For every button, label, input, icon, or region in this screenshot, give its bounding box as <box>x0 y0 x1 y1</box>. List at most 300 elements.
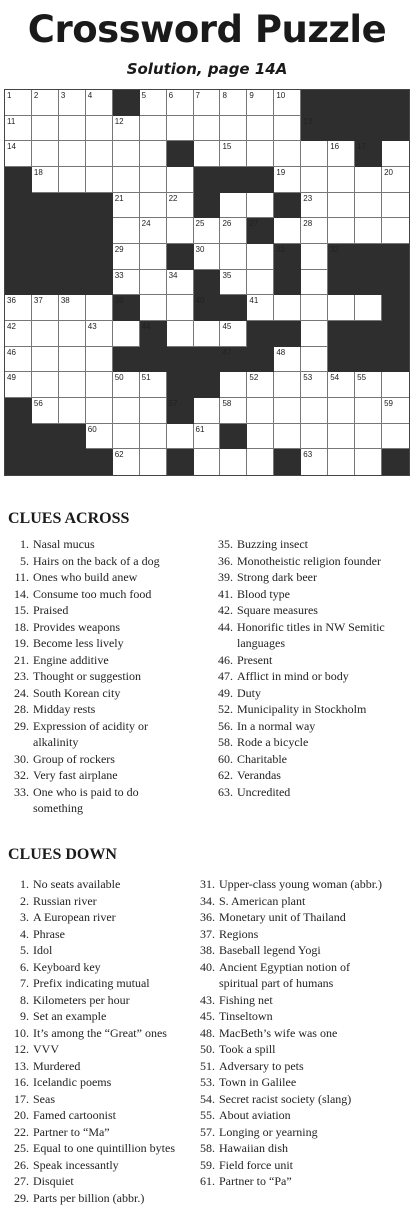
grid-cell-black <box>328 347 355 373</box>
down-clue <box>0 926 214 943</box>
grid-cell[interactable] <box>247 244 274 270</box>
grid-cell[interactable] <box>194 321 221 347</box>
grid-cell-black <box>5 218 32 244</box>
grid-cell[interactable] <box>32 116 59 142</box>
clue-text: Hairs on the back of a dog <box>33 553 160 568</box>
grid-cell[interactable] <box>301 218 328 244</box>
cell-number: 38 <box>60 296 70 306</box>
grid-cell[interactable] <box>5 116 32 142</box>
grid-cell[interactable] <box>140 141 167 167</box>
grid-cell[interactable] <box>274 141 301 167</box>
grid-cell[interactable] <box>328 424 355 450</box>
grid-cell-black <box>167 449 194 475</box>
grid-cell-black <box>86 244 113 270</box>
clue-number: 39. <box>218 570 233 584</box>
grid-cell[interactable] <box>194 449 221 475</box>
clue-text: Parts per billion (abbr.) <box>33 1190 145 1205</box>
grid-cell[interactable] <box>382 218 409 244</box>
down-clue <box>186 1041 414 1058</box>
grid-cell[interactable] <box>355 193 382 219</box>
cell-number: 62 <box>114 450 124 460</box>
grid-cell-black <box>59 449 86 475</box>
grid-cell[interactable] <box>167 270 194 296</box>
cell-number: 1 <box>7 91 12 100</box>
cell-number: 46 <box>7 347 16 357</box>
grid-cell[interactable] <box>140 295 167 321</box>
grid-cell[interactable] <box>382 193 409 219</box>
grid-cell[interactable] <box>32 347 59 373</box>
grid-cell-black <box>355 141 382 167</box>
grid-cell[interactable] <box>247 141 274 167</box>
grid-cell[interactable] <box>59 116 86 142</box>
grid-cell-black <box>247 167 274 193</box>
grid-cell[interactable] <box>167 116 194 142</box>
grid-cell[interactable] <box>59 295 86 321</box>
clue-number: 11. <box>14 570 29 584</box>
across-clue <box>0 536 210 553</box>
grid-cell[interactable] <box>274 424 301 450</box>
grid-cell-black <box>167 244 194 270</box>
grid-cell[interactable] <box>86 295 113 321</box>
clue-number: 38. <box>200 943 215 957</box>
grid-cell[interactable] <box>328 398 355 424</box>
grid-cell[interactable] <box>328 193 355 219</box>
grid-cell[interactable] <box>247 116 274 142</box>
across-clue <box>0 685 210 702</box>
grid-cell[interactable] <box>301 141 328 167</box>
clue-text: Keyboard key <box>33 959 101 974</box>
down-clue <box>186 1091 414 1108</box>
across-clue <box>0 553 210 570</box>
grid-cell-black <box>167 347 194 373</box>
grid-cell[interactable] <box>301 347 328 373</box>
clue-number: 26. <box>14 1157 29 1172</box>
grid-cell[interactable] <box>301 398 328 424</box>
grid-cell[interactable] <box>220 193 247 219</box>
grid-cell[interactable] <box>140 244 167 270</box>
grid-cell[interactable] <box>301 295 328 321</box>
cell-number: 59 <box>384 398 393 408</box>
grid-cell[interactable] <box>113 424 140 450</box>
grid-cell-black <box>382 90 409 116</box>
grid-cell[interactable] <box>194 424 221 450</box>
clue-number: 54. <box>200 1091 215 1106</box>
across-clue <box>0 569 210 586</box>
across-clue <box>0 734 210 751</box>
grid-cell-black <box>355 270 382 296</box>
clue-number: 5. <box>20 553 29 568</box>
cell-number: 56 <box>33 398 43 408</box>
clue-text: languages <box>237 636 285 650</box>
grid-cell[interactable] <box>301 424 328 450</box>
grid-cell[interactable] <box>194 90 221 116</box>
cell-number: 4 <box>87 91 93 100</box>
clue-number: 31. <box>200 877 215 891</box>
down-clue <box>186 909 414 926</box>
grid-cell[interactable] <box>301 321 328 347</box>
cell-number: 8 <box>222 91 227 100</box>
cell-number: 17 <box>357 142 367 152</box>
clue-number: 27. <box>14 1174 29 1188</box>
grid-cell-black <box>194 167 221 193</box>
grid-cell[interactable] <box>247 295 274 321</box>
grid-cell[interactable] <box>328 372 355 398</box>
clue-number: 44. <box>218 619 233 634</box>
clue-text: Partner to “Pa” <box>219 1174 292 1188</box>
across-clue <box>204 586 414 603</box>
down-clue <box>0 992 214 1009</box>
clue-text: Expression of acidity or <box>33 718 148 733</box>
grid-cell[interactable] <box>167 321 194 347</box>
clue-text: In a normal way <box>237 718 316 733</box>
grid-cell[interactable] <box>113 116 140 142</box>
grid-cell[interactable] <box>5 295 32 321</box>
clue-text: MacBeth’s wife was one <box>219 1025 338 1040</box>
grid-cell[interactable] <box>328 295 355 321</box>
clue-text: Partner to “Ma” <box>33 1124 110 1139</box>
grid-cell[interactable] <box>140 270 167 296</box>
grid-cell[interactable] <box>247 90 274 116</box>
grid-cell[interactable] <box>167 193 194 219</box>
grid-cell[interactable] <box>32 398 59 424</box>
grid-cell[interactable] <box>5 372 32 398</box>
grid-cell[interactable] <box>382 424 409 450</box>
cell-number: 13 <box>303 116 313 126</box>
grid-cell-black <box>328 270 355 296</box>
clue-number: 24. <box>14 685 29 700</box>
grid-cell[interactable] <box>355 398 382 424</box>
grid-cell[interactable] <box>274 398 301 424</box>
down-clue <box>186 1008 414 1025</box>
cell-number: 50 <box>114 373 124 383</box>
clue-text: Honorific titles in NW Semitic <box>237 619 385 634</box>
grid-cell[interactable] <box>247 372 274 398</box>
clue-number <box>186 975 219 992</box>
grid-cell[interactable] <box>140 90 167 116</box>
grid-cell[interactable] <box>274 167 301 193</box>
grid-cell[interactable] <box>355 424 382 450</box>
grid-cell-black <box>382 244 409 270</box>
across-clue <box>204 767 414 784</box>
clue-number <box>0 734 33 751</box>
clue-number: 36. <box>200 910 215 924</box>
grid-cell[interactable] <box>247 424 274 450</box>
clue-number: 1. <box>20 877 29 891</box>
clue-text: Icelandic poems <box>33 1075 112 1089</box>
grid-cell[interactable] <box>194 398 221 424</box>
grid-cell[interactable] <box>247 270 274 296</box>
grid-cell[interactable] <box>113 218 140 244</box>
grid-cell[interactable] <box>113 244 140 270</box>
cell-number: 32 <box>330 244 340 254</box>
grid-cell[interactable] <box>194 244 221 270</box>
grid-cell-black <box>355 347 382 373</box>
clue-text: alkalinity <box>33 735 79 749</box>
cell-number: 16 <box>330 142 340 152</box>
grid-cell[interactable] <box>86 347 113 373</box>
cell-number: 33 <box>114 270 124 280</box>
grid-cell[interactable] <box>140 193 167 219</box>
grid-cell[interactable] <box>220 398 247 424</box>
grid-cell[interactable] <box>220 116 247 142</box>
clues-across-heading: CLUES ACROSS <box>8 510 130 527</box>
clue-text: Municipality in Stockholm <box>237 702 367 716</box>
cell-number: 22 <box>168 193 178 203</box>
grid-cell-black <box>355 244 382 270</box>
grid-cell[interactable] <box>382 167 409 193</box>
grid-cell[interactable] <box>274 347 301 373</box>
grid-cell[interactable] <box>5 90 32 116</box>
grid-cell[interactable] <box>247 449 274 475</box>
grid-cell-black <box>328 321 355 347</box>
grid-cell[interactable] <box>32 90 59 116</box>
crossword-grid[interactable] <box>4 89 410 476</box>
grid-cell[interactable] <box>382 398 409 424</box>
down-clue <box>186 975 414 992</box>
grid-cell[interactable] <box>247 193 274 219</box>
grid-cell[interactable] <box>86 424 113 450</box>
clue-number: 12. <box>14 1042 29 1056</box>
grid-cell[interactable] <box>140 372 167 398</box>
grid-cell[interactable] <box>220 270 247 296</box>
grid-cell[interactable] <box>167 90 194 116</box>
grid-cell[interactable] <box>220 321 247 347</box>
clue-text: Buzzing insect <box>237 537 308 551</box>
down-clue <box>0 1173 214 1190</box>
grid-cell[interactable] <box>86 167 113 193</box>
grid-cell[interactable] <box>247 398 274 424</box>
clue-number: 43. <box>200 992 215 1007</box>
grid-cell-black <box>59 193 86 219</box>
clue-text: spiritual part of humans <box>219 976 334 990</box>
grid-cell[interactable] <box>301 193 328 219</box>
clue-number: 45. <box>200 1009 215 1023</box>
grid-cell[interactable] <box>274 218 301 244</box>
grid-cell[interactable] <box>382 141 409 167</box>
clues-across-column-left <box>0 536 210 817</box>
cell-number: 57 <box>168 398 178 408</box>
cell-number: 2 <box>33 91 39 100</box>
across-clue <box>0 668 210 685</box>
across-clue <box>204 668 414 685</box>
down-clue <box>186 893 414 910</box>
grid-cell-black <box>5 193 32 219</box>
clue-number: 59. <box>200 1157 215 1172</box>
grid-cell[interactable] <box>5 347 32 373</box>
grid-cell[interactable] <box>140 167 167 193</box>
cell-number: 3 <box>60 91 66 100</box>
down-clue <box>0 909 214 926</box>
across-clue <box>204 734 414 751</box>
clue-text: Midday rests <box>33 702 96 716</box>
clue-number: 9. <box>20 1009 29 1023</box>
grid-cell[interactable] <box>220 449 247 475</box>
cell-number: 28 <box>303 219 313 229</box>
grid-cell[interactable] <box>301 244 328 270</box>
grid-cell[interactable] <box>355 295 382 321</box>
cell-number: 37 <box>33 296 43 306</box>
clue-number: 6. <box>20 959 29 974</box>
grid-cell[interactable] <box>328 218 355 244</box>
grid-cell-black <box>32 424 59 450</box>
grid-cell[interactable] <box>32 141 59 167</box>
grid-cell[interactable] <box>32 167 59 193</box>
clue-text: One who is paid to do <box>33 784 139 799</box>
grid-cell-black <box>194 372 221 398</box>
grid-cell-black <box>86 449 113 475</box>
grid-cell-black <box>86 218 113 244</box>
grid-cell[interactable] <box>301 270 328 296</box>
clue-number: 33. <box>14 784 29 799</box>
clue-number: 22. <box>14 1124 29 1139</box>
grid-cell[interactable] <box>167 295 194 321</box>
grid-cell-black <box>301 116 328 142</box>
grid-cell-black <box>355 116 382 142</box>
grid-cell[interactable] <box>382 372 409 398</box>
grid-cell[interactable] <box>86 321 113 347</box>
grid-cell-black <box>59 270 86 296</box>
clue-text: Secret racist society (slang) <box>219 1091 352 1106</box>
grid-cell[interactable] <box>140 449 167 475</box>
grid-cell[interactable] <box>328 449 355 475</box>
grid-cell[interactable] <box>274 372 301 398</box>
grid-cell[interactable] <box>59 90 86 116</box>
grid-cell[interactable] <box>32 372 59 398</box>
grid-cell[interactable] <box>113 141 140 167</box>
clue-number: 58. <box>218 735 233 749</box>
grid-cell-black <box>194 270 221 296</box>
cell-number: 25 <box>195 219 205 229</box>
grid-cell[interactable] <box>59 398 86 424</box>
clue-number: 30. <box>14 751 29 766</box>
grid-cell[interactable] <box>113 193 140 219</box>
across-clue <box>0 619 210 636</box>
down-clue <box>186 876 414 893</box>
grid-cell-black <box>194 193 221 219</box>
cell-number: 7 <box>195 91 200 100</box>
grid-cell[interactable] <box>220 372 247 398</box>
grid-cell[interactable] <box>5 321 32 347</box>
grid-cell[interactable] <box>32 295 59 321</box>
grid-cell[interactable] <box>113 372 140 398</box>
grid-cell[interactable] <box>113 167 140 193</box>
grid-cell[interactable] <box>140 116 167 142</box>
grid-cell[interactable] <box>301 372 328 398</box>
grid-cell[interactable] <box>86 398 113 424</box>
across-clue <box>0 800 210 817</box>
grid-cell[interactable] <box>301 167 328 193</box>
down-clue <box>186 1124 414 1141</box>
grid-cell-black <box>274 321 301 347</box>
clue-number: 53. <box>200 1075 215 1089</box>
clue-text: Present <box>237 652 273 667</box>
clue-number: 15. <box>14 603 29 617</box>
clue-number: 10. <box>14 1025 29 1040</box>
grid-cell[interactable] <box>32 321 59 347</box>
clue-text: S. American plant <box>219 893 306 908</box>
grid-cell[interactable] <box>140 424 167 450</box>
grid-cell[interactable] <box>113 449 140 475</box>
grid-cell[interactable] <box>59 372 86 398</box>
across-clue <box>204 619 414 636</box>
grid-cell[interactable] <box>59 141 86 167</box>
grid-cell[interactable] <box>5 141 32 167</box>
grid-cell[interactable] <box>220 218 247 244</box>
clue-number: 57. <box>200 1124 215 1139</box>
clue-text: Set an example <box>33 1009 107 1023</box>
grid-cell[interactable] <box>220 90 247 116</box>
down-clue <box>0 1140 214 1157</box>
grid-cell[interactable] <box>355 449 382 475</box>
clue-text: Prefix indicating mutual <box>33 976 150 990</box>
grid-cell[interactable] <box>59 321 86 347</box>
grid-cell[interactable] <box>328 141 355 167</box>
grid-cell[interactable] <box>274 295 301 321</box>
grid-cell[interactable] <box>140 398 167 424</box>
down-clue <box>186 1107 414 1124</box>
grid-cell[interactable] <box>274 90 301 116</box>
cell-number: 11 <box>7 116 16 126</box>
grid-cell-black <box>247 218 274 244</box>
grid-cell[interactable] <box>113 321 140 347</box>
grid-cell-black <box>220 295 247 321</box>
grid-cell[interactable] <box>167 167 194 193</box>
clue-number: 60. <box>218 751 233 766</box>
grid-cell[interactable] <box>328 167 355 193</box>
clue-text: Monotheistic religion founder <box>237 553 381 568</box>
grid-cell[interactable] <box>301 449 328 475</box>
clue-number: 29. <box>14 1190 29 1205</box>
grid-cell[interactable] <box>220 141 247 167</box>
grid-cell[interactable] <box>86 116 113 142</box>
grid-cell-black <box>113 90 140 116</box>
grid-cell[interactable] <box>59 167 86 193</box>
grid-cell[interactable] <box>86 141 113 167</box>
grid-cell[interactable] <box>220 244 247 270</box>
clue-text: Square measures <box>237 603 318 617</box>
grid-cell[interactable] <box>167 424 194 450</box>
grid-cell[interactable] <box>355 167 382 193</box>
grid-cell[interactable] <box>167 218 194 244</box>
cell-number: 55 <box>357 373 367 383</box>
across-clue <box>0 751 210 768</box>
grid-cell[interactable] <box>194 141 221 167</box>
down-clue <box>186 992 414 1009</box>
cell-number: 10 <box>276 91 286 100</box>
grid-cell[interactable] <box>194 218 221 244</box>
grid-cell-black <box>220 347 247 373</box>
grid-cell-black <box>274 270 301 296</box>
grid-cell[interactable] <box>140 218 167 244</box>
clue-text: something <box>33 801 83 815</box>
grid-cell[interactable] <box>113 270 140 296</box>
grid-cell[interactable] <box>274 116 301 142</box>
grid-cell[interactable] <box>194 116 221 142</box>
clue-text: Engine additive <box>33 652 109 667</box>
cell-number: 39 <box>114 296 124 306</box>
grid-cell[interactable] <box>355 372 382 398</box>
down-clue <box>0 1058 214 1075</box>
grid-cell-black <box>247 347 274 373</box>
grid-cell[interactable] <box>86 90 113 116</box>
grid-cell[interactable] <box>59 347 86 373</box>
grid-cell[interactable] <box>113 398 140 424</box>
down-clue <box>186 926 414 943</box>
cell-number: 41 <box>249 296 259 306</box>
grid-cell[interactable] <box>355 218 382 244</box>
across-clue <box>204 685 414 702</box>
grid-cell[interactable] <box>86 372 113 398</box>
